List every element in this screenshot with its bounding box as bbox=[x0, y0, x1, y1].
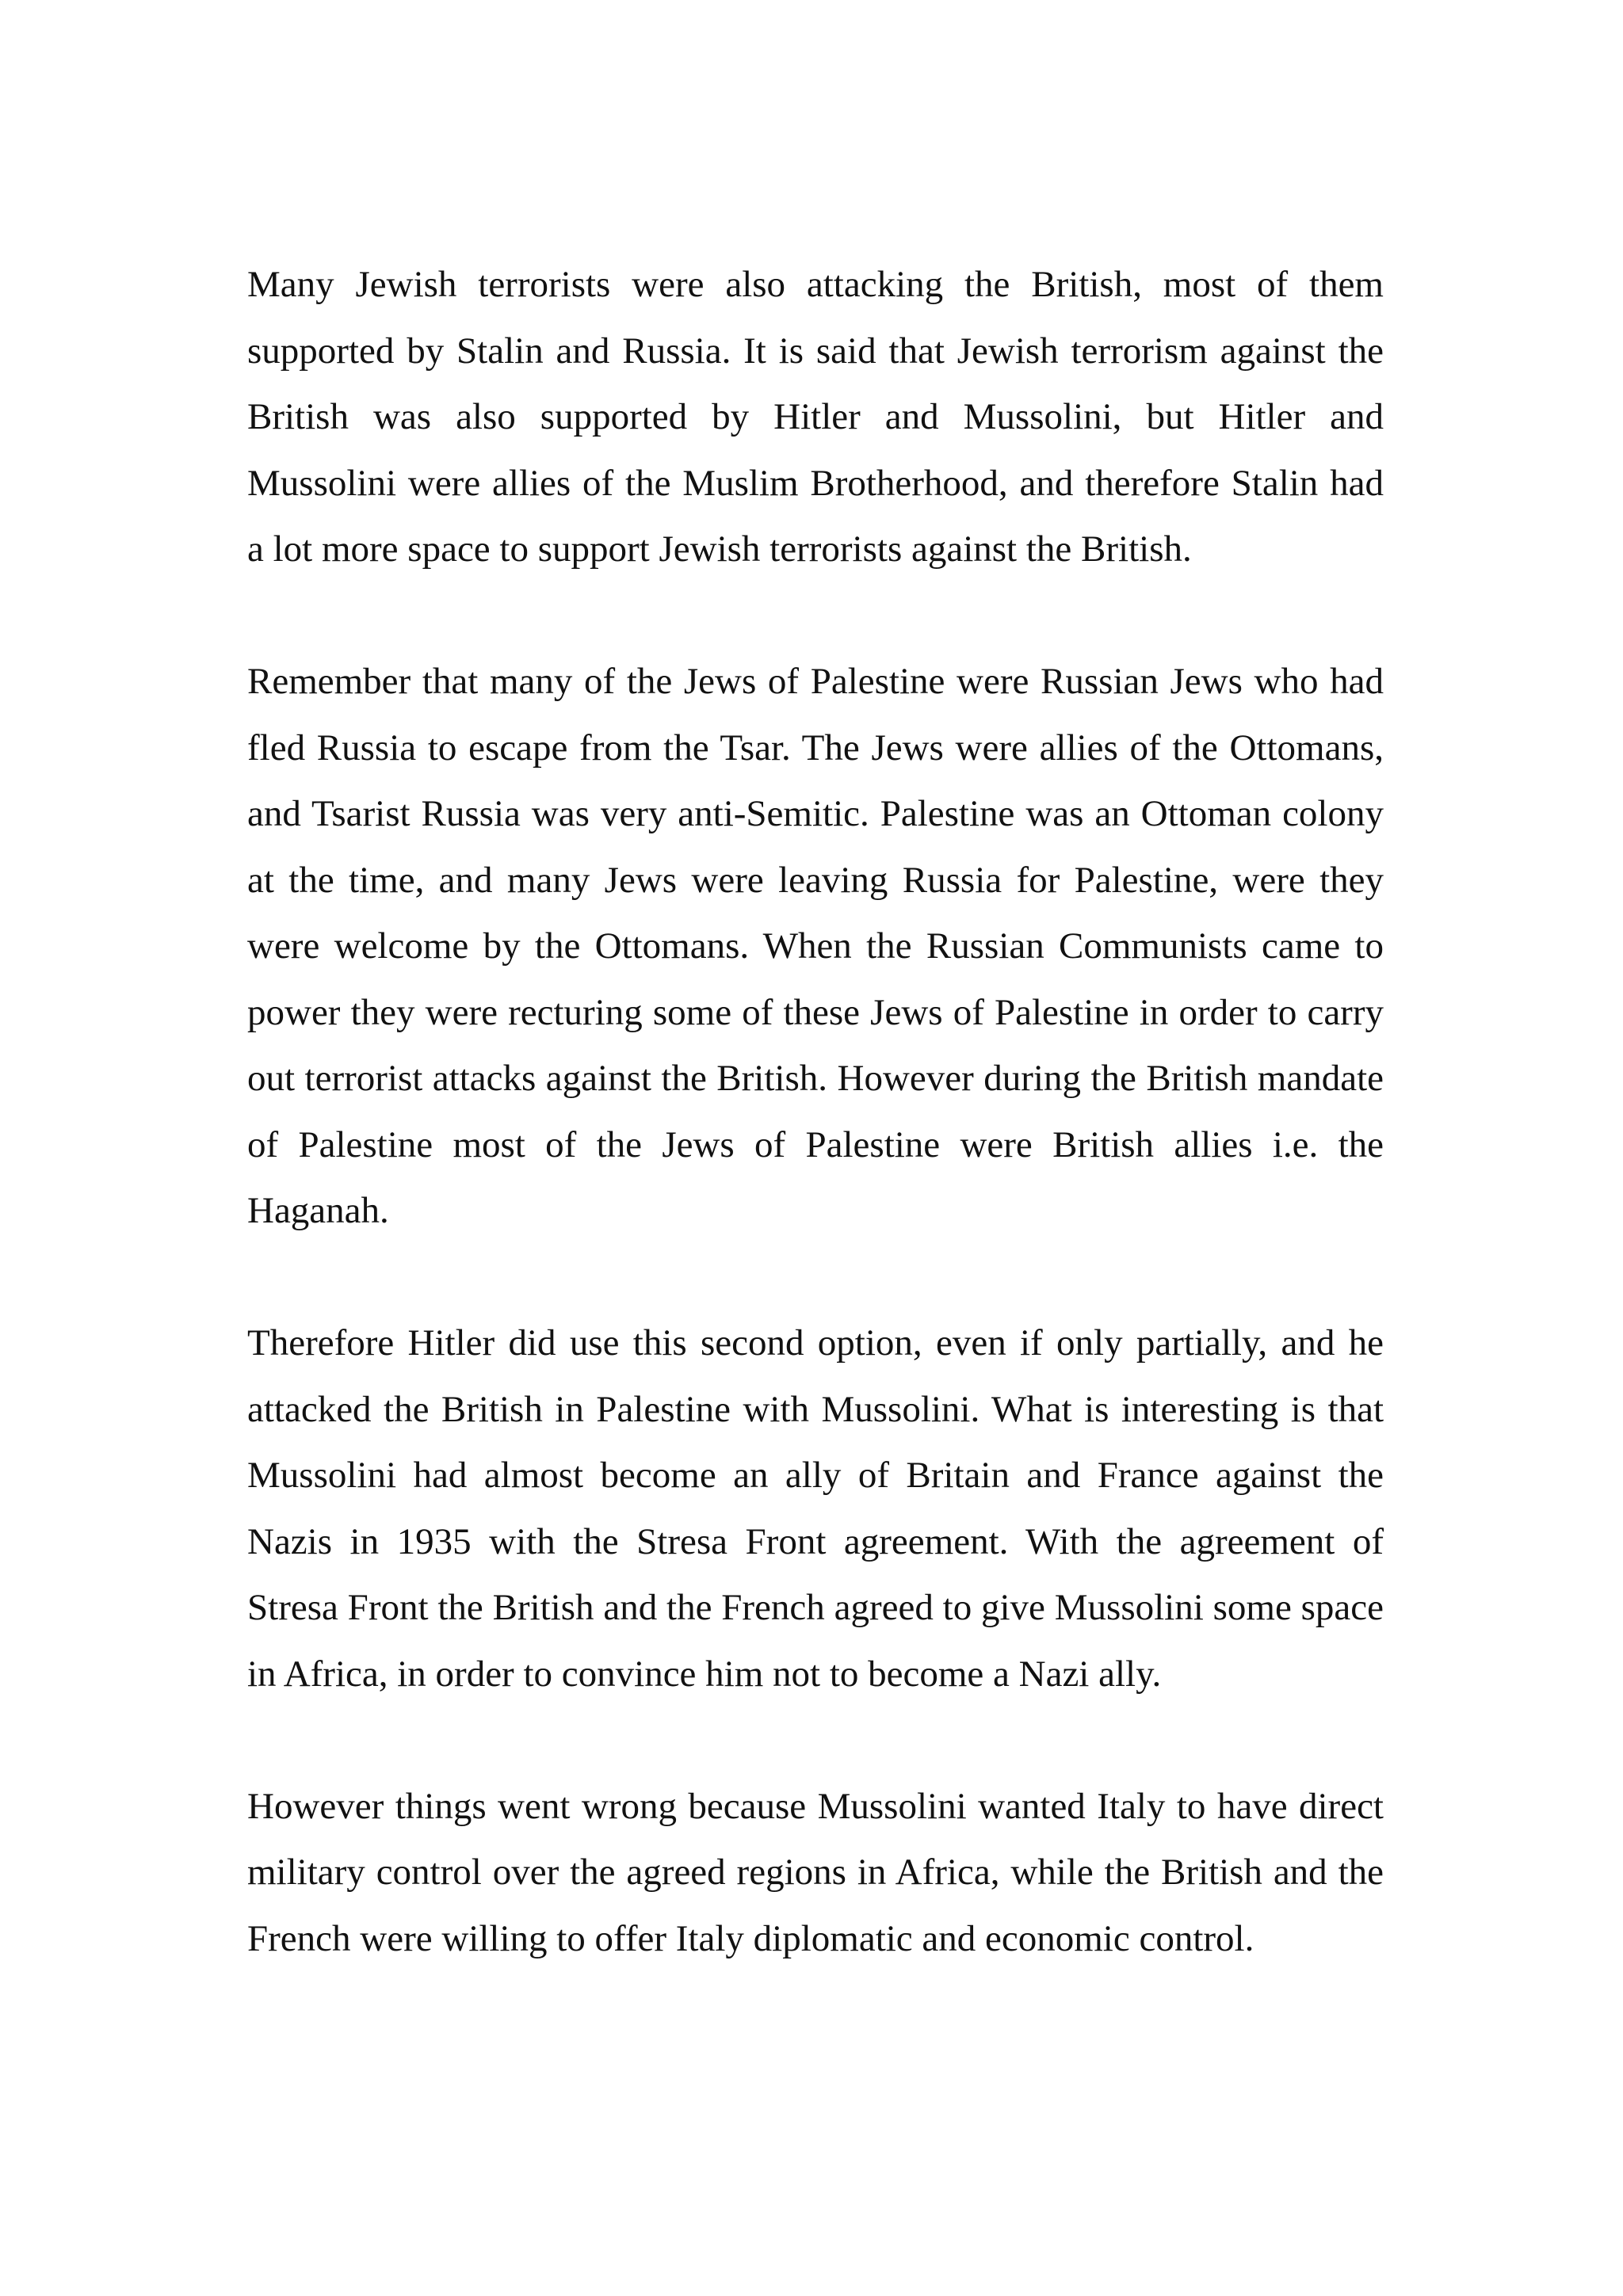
paragraph-1: Many Jewish terrorists were also attacking the British, most of them supported by Stalin and Russia. It is said that Jewish terrorism against the British was also supported by Hitler and Mussolini, but Hitler and Mussolini were allies of the Muslim Brotherhood, and therefore Stalin had a lot more space to support Jewish terrorists against the British. bbox=[247, 264, 1384, 570]
document-body bbox=[247, 252, 1384, 2039]
paragraph-2: Remember that many of the Jews of Palestine were Russian Jews who had fled Russia to escape from the Tsar. The Jews were allies of the Ottomans, and Tsarist Russia was very anti-Semitic. Palestine was an Ottoman colony at the time, and many Jews were leaving Russia for Palestine, were they were welcome by the Ottomans. When the Russian Communists came to power they were recturing some of these Jews of Palestine in order to carry out terrorist attacks against the British. However during the British mandate of Palestine most of the Jews of Palestine were British allies i.e. the Haganah. bbox=[247, 661, 1384, 1231]
paragraph-3: Therefore Hitler did use this second option, even if only partially, and he attacked the British in Palestine with Mussolini. What is interesting is that Mussolini had almost become an ally of Britain and France against the Nazis in 1935 with the Stresa Front agreement. With the agreement of Stresa Front the British and the French agreed to give Mussolini some space in Africa, in order to convince him not to become a Nazi ally. bbox=[247, 1322, 1384, 1695]
paragraph-4: However things went wrong because Mussolini wanted Italy to have direct military control over the agreed regions in Africa, while the British and the French were willing to offer Italy diplomatic and economic control. bbox=[247, 1785, 1384, 1959]
